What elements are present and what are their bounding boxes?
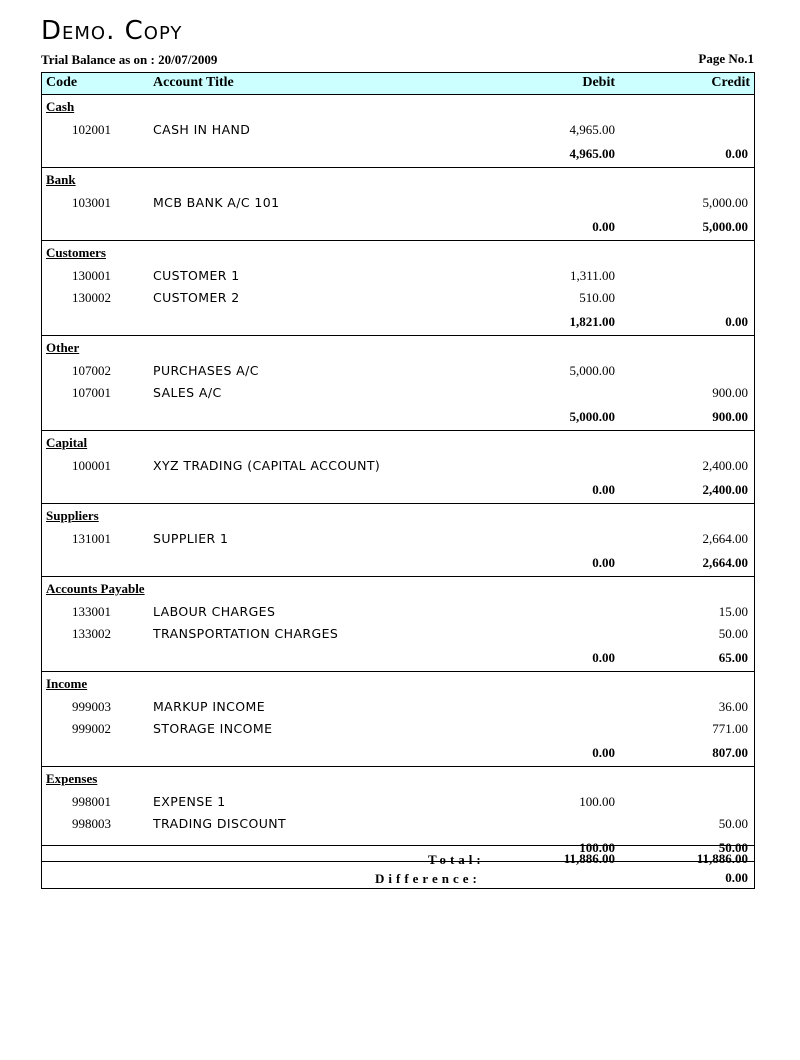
group-heading	[42, 767, 754, 789]
subtotal-debit: 0.00	[592, 555, 615, 570]
account-group	[42, 504, 754, 577]
group-name: Expenses	[46, 771, 98, 786]
group-subtotal	[42, 475, 754, 499]
credit-amount: 36.00	[718, 699, 748, 714]
account-title: EXPENSE 1	[153, 794, 226, 809]
subtotal-credit: 0.00	[725, 146, 748, 161]
subtotal-credit: 50.00	[718, 840, 748, 855]
page-number: Page No.1	[698, 51, 754, 66]
account-code: 102001	[72, 122, 111, 137]
table-row	[42, 694, 754, 716]
difference-credit: 0.00	[725, 870, 748, 885]
account-group	[42, 168, 754, 241]
account-code: 131001	[72, 531, 111, 546]
account-title: MARKUP INCOME	[153, 699, 266, 714]
account-title: TRADING DISCOUNT	[153, 816, 287, 831]
group-name: Other	[46, 340, 80, 355]
group-heading	[42, 336, 754, 358]
credit-amount: 5,000.00	[702, 195, 748, 210]
account-group	[42, 672, 754, 767]
table-row	[42, 190, 754, 212]
account-title: SALES A/C	[153, 385, 222, 400]
table-row	[42, 621, 754, 643]
account-title: CASH IN HAND	[153, 122, 251, 137]
totals-box	[41, 845, 755, 889]
account-code: 103001	[72, 195, 111, 210]
group-heading	[42, 95, 754, 117]
table-header	[42, 73, 754, 95]
account-code: 100001	[72, 458, 111, 473]
group-heading	[42, 431, 754, 453]
subtotal-debit: 4,965.00	[569, 146, 615, 161]
total-credit: 11,886.00	[696, 851, 748, 866]
account-title: CUSTOMER 2	[153, 290, 240, 305]
account-title: TRANSPORTATION CHARGES	[153, 626, 339, 641]
subtotal-credit: 0.00	[725, 314, 748, 329]
group-subtotal	[42, 548, 754, 572]
account-group	[42, 577, 754, 672]
account-group	[42, 336, 754, 431]
account-code: 133001	[72, 604, 111, 619]
column-header-debit: Debit	[582, 75, 615, 90]
table-row	[42, 358, 754, 380]
subtotal-debit: 0.00	[592, 219, 615, 234]
table-row	[42, 789, 754, 811]
account-code: 133002	[72, 626, 111, 641]
subtotal-debit: 0.00	[592, 650, 615, 665]
account-group	[42, 431, 754, 504]
credit-amount: 900.00	[712, 385, 748, 400]
debit-amount: 510.00	[579, 290, 615, 305]
subtotal-credit: 2,664.00	[702, 555, 748, 570]
group-heading	[42, 577, 754, 599]
subtotal-debit: 1,821.00	[569, 314, 615, 329]
debit-amount: 1,311.00	[569, 268, 615, 283]
group-subtotal	[42, 402, 754, 426]
column-header-account-title: Account Title	[153, 75, 234, 90]
group-subtotal	[42, 307, 754, 331]
demo-copy-title: Demo. Copy	[41, 16, 183, 46]
account-title: LABOUR CHARGES	[153, 604, 276, 619]
table-row	[42, 526, 754, 548]
group-heading	[42, 168, 754, 190]
subtotal-credit: 900.00	[712, 409, 748, 424]
table-row	[42, 716, 754, 738]
account-code: 998001	[72, 794, 111, 809]
credit-amount: 771.00	[712, 721, 748, 736]
account-groups	[42, 95, 754, 862]
group-name: Income	[46, 676, 88, 691]
table-row	[42, 380, 754, 402]
subtotal-debit: 100.00	[579, 840, 615, 855]
group-heading	[42, 672, 754, 694]
group-name: Suppliers	[46, 508, 99, 523]
table-row	[42, 599, 754, 621]
account-group	[42, 95, 754, 168]
credit-amount: 50.00	[718, 626, 748, 641]
group-heading	[42, 504, 754, 526]
table-row	[42, 263, 754, 285]
group-heading	[42, 241, 754, 263]
credit-amount: 15.00	[718, 604, 748, 619]
table-row	[42, 453, 754, 475]
account-title: XYZ TRADING (CAPITAL ACCOUNT)	[153, 458, 381, 473]
account-title: STORAGE INCOME	[153, 721, 273, 736]
account-title: PURCHASES A/C	[153, 363, 259, 378]
table-row	[42, 811, 754, 833]
account-code: 999003	[72, 699, 111, 714]
group-subtotal	[42, 212, 754, 236]
account-code: 130001	[72, 268, 111, 283]
table-row	[42, 285, 754, 307]
group-name: Accounts Payable	[46, 581, 145, 596]
debit-amount: 100.00	[579, 794, 615, 809]
subtotal-debit: 0.00	[592, 482, 615, 497]
account-group	[42, 241, 754, 336]
report-title: Trial Balance as on : 20/07/2009	[41, 52, 218, 67]
group-subtotal	[42, 643, 754, 667]
table-row	[42, 117, 754, 139]
subtotal-credit: 65.00	[718, 650, 748, 665]
subtotal-credit: 2,400.00	[702, 482, 748, 497]
trial-balance-table	[41, 72, 755, 862]
column-header-credit: Credit	[711, 75, 750, 90]
subtotal-debit: 5,000.00	[569, 409, 615, 424]
account-code: 998003	[72, 816, 111, 831]
credit-amount: 50.00	[718, 816, 748, 831]
account-code: 130002	[72, 290, 111, 305]
column-header-code: Code	[46, 75, 78, 90]
group-name: Cash	[46, 99, 75, 114]
group-name: Capital	[46, 435, 88, 450]
subtotal-credit: 807.00	[712, 745, 748, 760]
account-title: SUPPLIER 1	[153, 531, 229, 546]
total-label: Total:	[428, 852, 485, 867]
group-subtotal	[42, 139, 754, 163]
group-name: Customers	[46, 245, 106, 260]
account-title: CUSTOMER 1	[153, 268, 240, 283]
group-name: Bank	[46, 172, 76, 187]
debit-amount: 4,965.00	[569, 122, 615, 137]
group-subtotal	[42, 738, 754, 762]
subtotal-debit: 0.00	[592, 745, 615, 760]
debit-amount: 5,000.00	[569, 363, 615, 378]
account-code: 999002	[72, 721, 111, 736]
account-title: MCB BANK A/C 101	[153, 195, 280, 210]
total-debit: 11,886.00	[563, 851, 615, 866]
account-code: 107002	[72, 363, 111, 378]
subtotal-credit: 5,000.00	[702, 219, 748, 234]
difference-label: Difference:	[375, 871, 481, 886]
account-code: 107001	[72, 385, 111, 400]
credit-amount: 2,400.00	[702, 458, 748, 473]
credit-amount: 2,664.00	[702, 531, 748, 546]
